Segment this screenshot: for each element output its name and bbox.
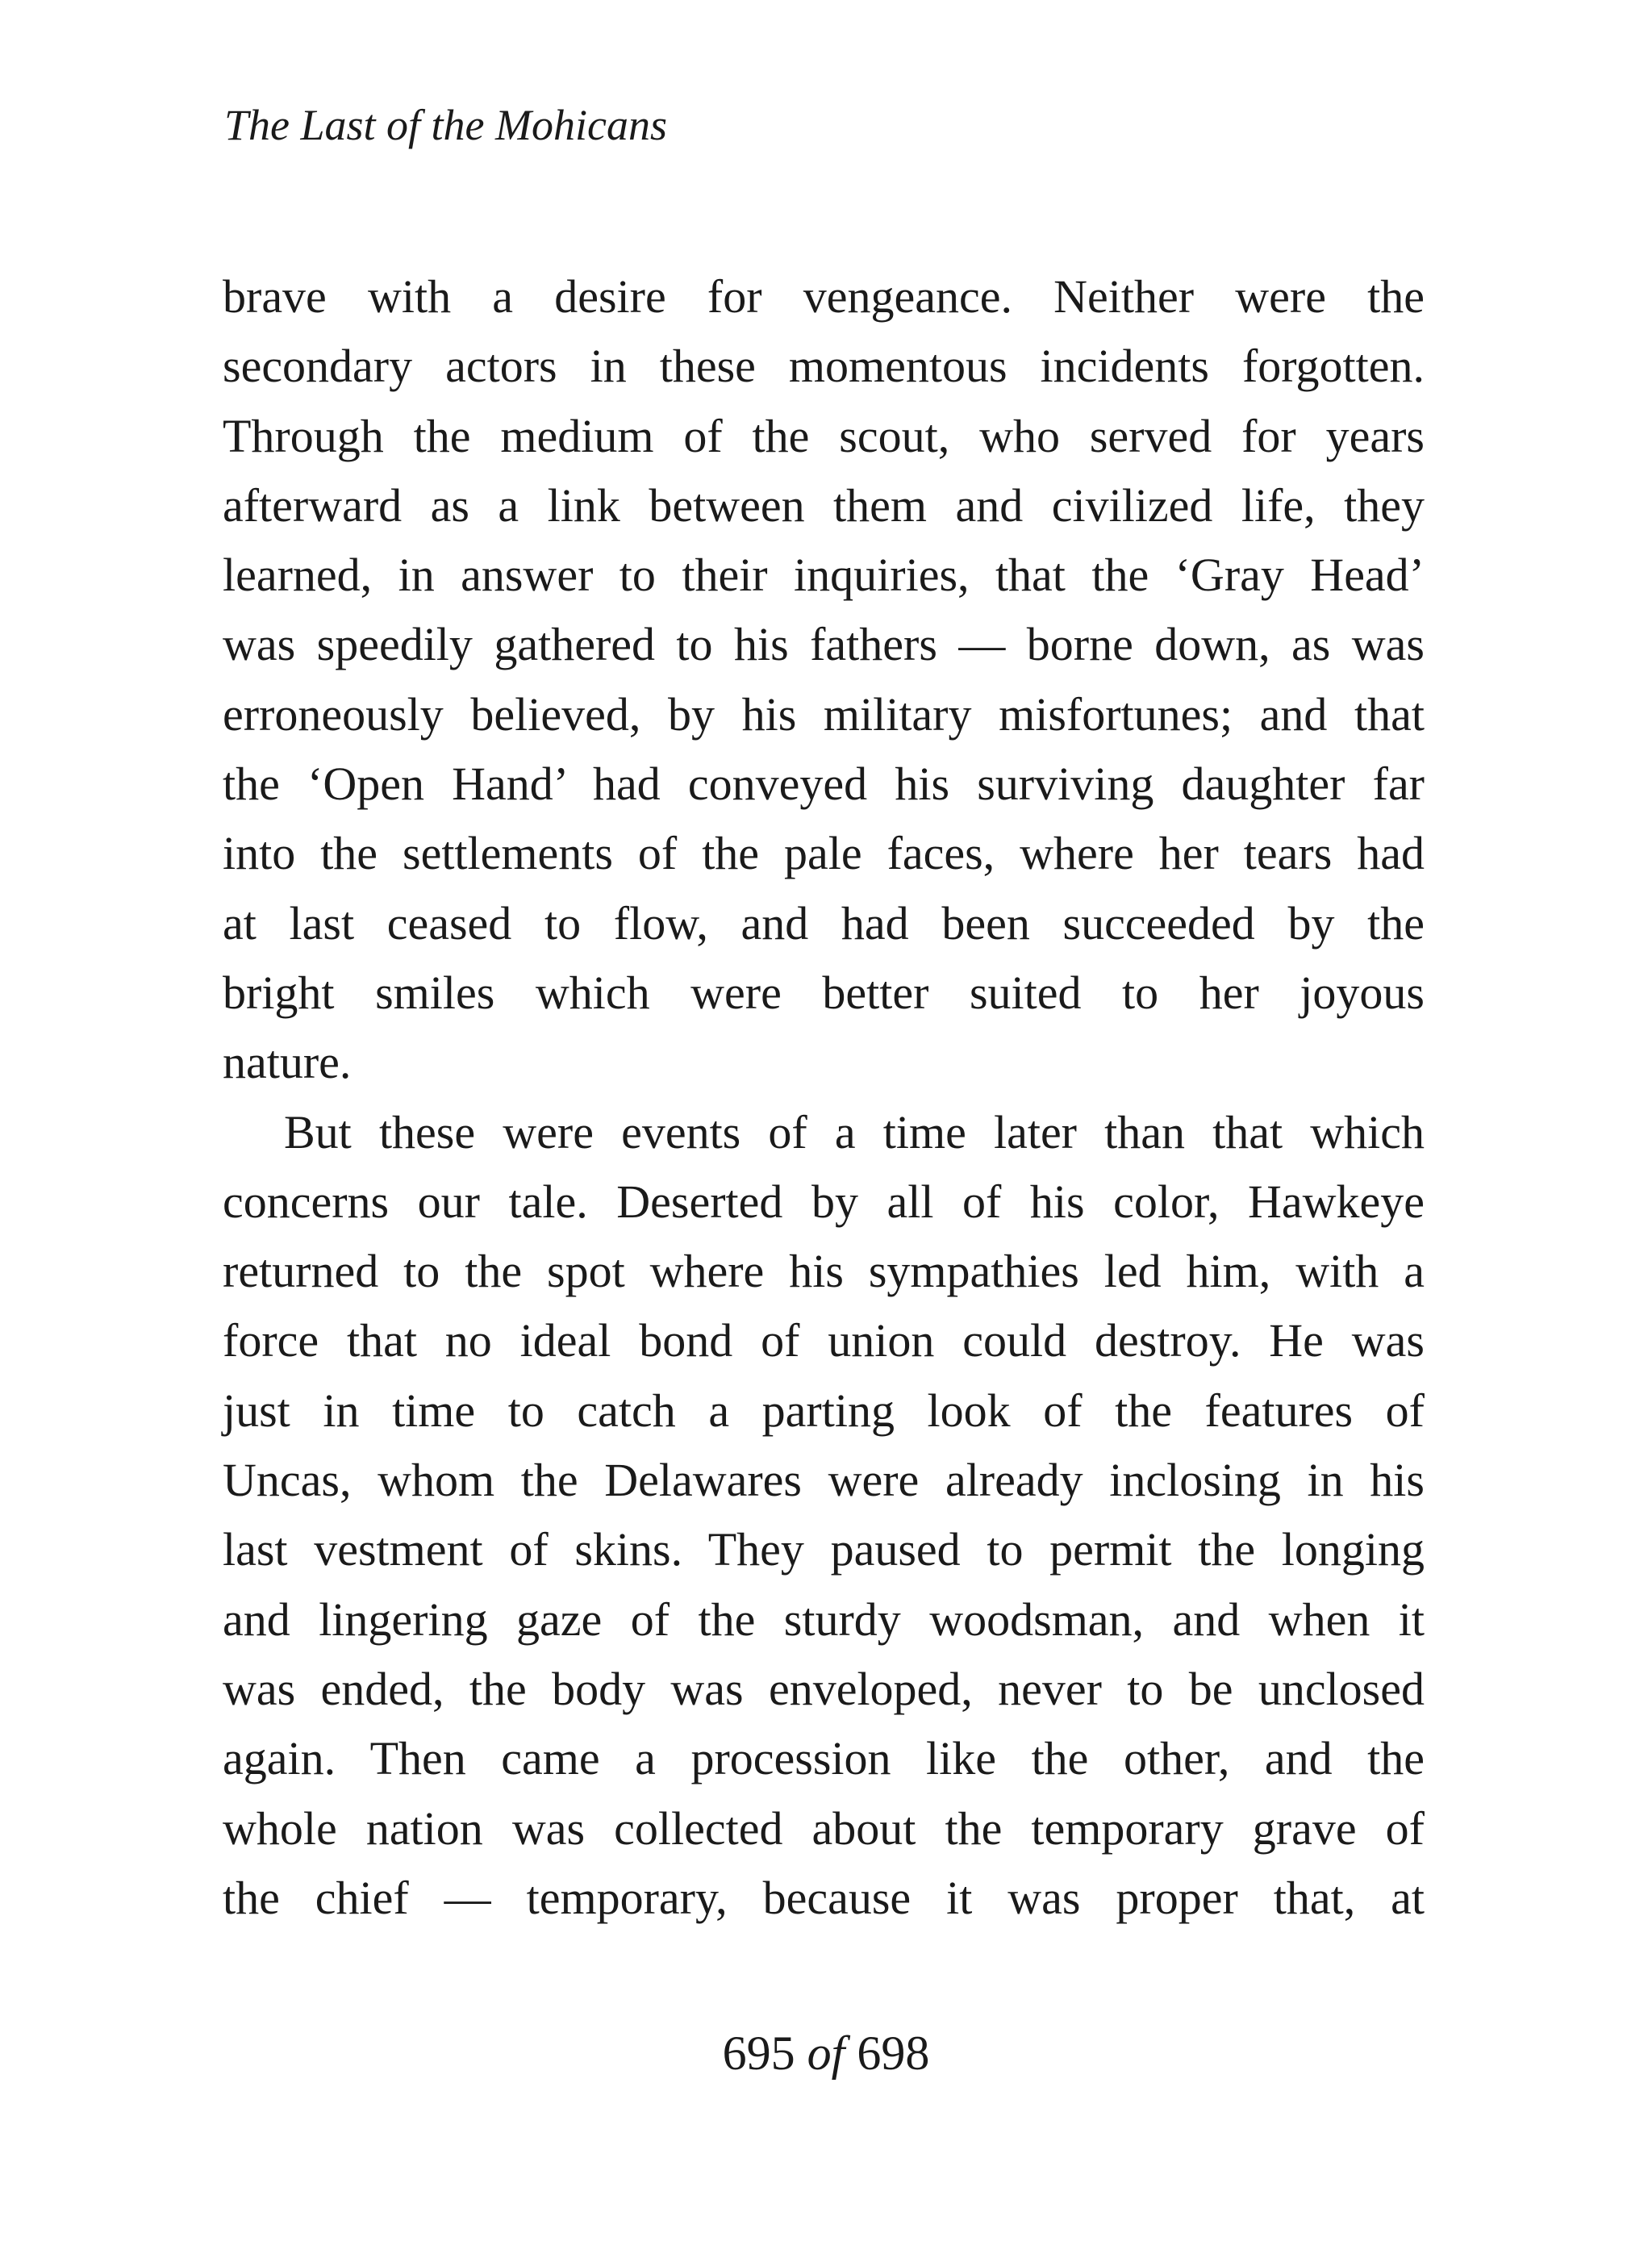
text-line: just in time to catch a parting look of the features of: [223, 1384, 1425, 1437]
paragraph-1: [223, 262, 1425, 1098]
text-line: whole nation was collected about the temporary grave of: [223, 1801, 1425, 1855]
text-line: afterward as a link between them and civilized life, they: [223, 478, 1425, 532]
page-number: [0, 2027, 1652, 2080]
text-line: was ended, the body was enveloped, never to be unclosed: [223, 1662, 1425, 1715]
text-line: the chief — temporary, because it was proper that, at: [223, 1871, 1425, 1924]
page-of-word: of: [807, 2027, 845, 2080]
text-line: and lingering gaze of the sturdy woodsman, and when it: [223, 1592, 1425, 1646]
text-line: at last ceased to flow, and had been succeeded by the: [223, 896, 1425, 950]
text-line: last vestment of skins. They paused to permit the longing: [223, 1523, 1425, 1576]
text-line: returned to the spot where his sympathies led him, with a: [223, 1245, 1425, 1298]
running-title: The Last of the Mohicans: [224, 101, 667, 149]
text-line: nature.: [223, 1036, 352, 1089]
text-line: the ‘Open Hand’ had conveyed his surviving daughter far: [223, 758, 1425, 811]
paragraph-2: [223, 1098, 1425, 1934]
text-line: was speedily gathered to his fathers — borne down, as was: [223, 618, 1425, 671]
text-line: concerns our tale. Deserted by all of his color, Hawkeye: [223, 1175, 1425, 1228]
text-line: force that no ideal bond of union could destroy. He was: [223, 1314, 1425, 1367]
text-line: Through the medium of the scout, who served for years: [223, 409, 1425, 462]
text-line: brave with a desire for vengeance. Neither were the: [223, 270, 1425, 323]
text-line: bright smiles which were better suited to her joyous: [223, 966, 1425, 1019]
text-line: secondary actors in these momentous incidents forgotten.: [223, 340, 1425, 393]
text-line: into the settlements of the pale faces, where her tears had: [223, 827, 1425, 880]
total-pages-number: 698: [857, 2027, 930, 2080]
text-body: [223, 262, 1425, 1933]
text-line: learned, in answer to their inquiries, that the ‘Gray Head’: [223, 549, 1425, 602]
text-line: erroneously believed, by his military misfortunes; and that: [223, 687, 1425, 741]
text-line: again. Then came a procession like the other, and the: [223, 1732, 1425, 1785]
current-page-number: 695: [722, 2027, 795, 2080]
text-line: But these were events of a time later than that which: [284, 1105, 1425, 1158]
text-line: Uncas, whom the Delawares were already inclosing in his: [223, 1454, 1425, 1507]
